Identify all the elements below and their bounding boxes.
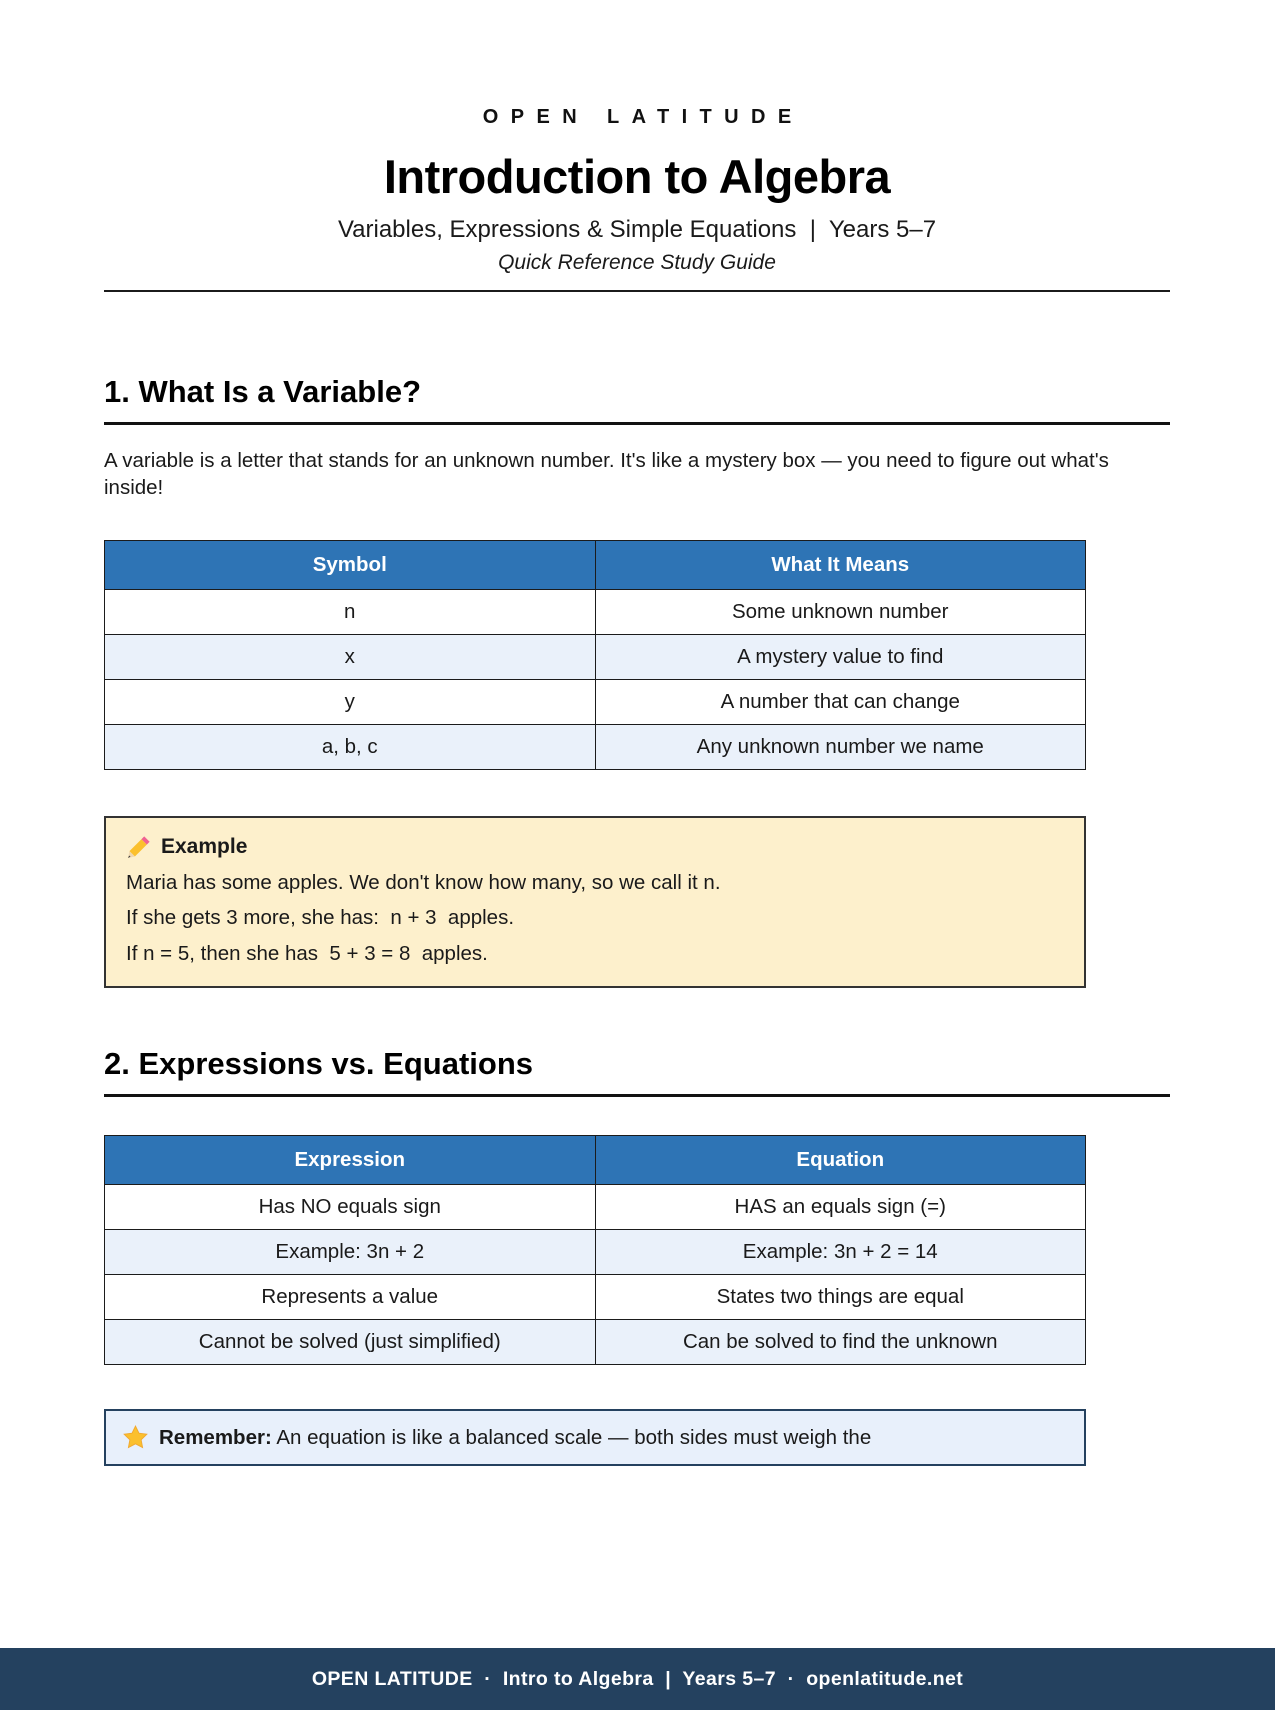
page-tagline: Quick Reference Study Guide	[498, 251, 776, 274]
table-row	[105, 679, 1086, 724]
example-lines	[126, 870, 1064, 967]
table-cell: Example: 3n + 2 = 14	[595, 1230, 1086, 1275]
footer-text: OPEN LATITUDE · Intro to Algebra | Years 5–7 · openlatitude.net	[311, 1667, 964, 1690]
page-subtitle: Variables, Expressions & Simple Equations | Years 5–7	[337, 216, 937, 243]
table-cell: n	[105, 589, 596, 634]
table-row	[105, 634, 1086, 679]
table-cell: Any unknown number we name	[595, 724, 1086, 769]
table-cell: Example: 3n + 2	[105, 1230, 596, 1275]
example-callout	[104, 816, 1086, 989]
brand-name: OPEN LATITUDE	[482, 106, 804, 128]
example-title: Example	[161, 834, 248, 858]
remember-callout	[104, 1409, 1086, 1466]
section-expressions-vs-equations	[104, 1046, 1170, 1466]
expressions-table-header	[105, 1136, 1086, 1185]
expressions-equations-table	[104, 1135, 1086, 1365]
table-row	[105, 589, 1086, 634]
table-cell: Some unknown number	[595, 589, 1086, 634]
section-2-heading: 2. Expressions vs. Equations	[104, 1046, 533, 1082]
table-cell: States two things are equal	[595, 1275, 1086, 1320]
table-header-row	[105, 540, 1086, 589]
table-header-row	[105, 1136, 1086, 1185]
example-line: If she gets 3 more, she has: n + 3 apples.	[126, 906, 515, 930]
star-icon	[122, 1424, 149, 1451]
section-what-is-a-variable	[104, 374, 1170, 988]
table-cell: Represents a value	[105, 1275, 596, 1320]
column-header-equation: Equation	[595, 1136, 1086, 1185]
table-cell: HAS an equals sign (=)	[595, 1185, 1086, 1230]
table-row	[105, 1275, 1086, 1320]
expressions-table-body	[105, 1185, 1086, 1365]
table-cell: Has NO equals sign	[105, 1185, 596, 1230]
variables-table	[104, 540, 1086, 770]
variables-table-header	[105, 540, 1086, 589]
example-title-row	[126, 834, 1064, 860]
table-cell: A mystery value to find	[595, 634, 1086, 679]
section-1-divider	[104, 422, 1170, 425]
header-divider	[104, 290, 1170, 292]
example-line: Maria has some apples. We don't know how many, so we call it n.	[126, 870, 721, 894]
column-header-symbol: Symbol	[105, 540, 596, 589]
example-line: If n = 5, then she has 5 + 3 = 8 apples.	[126, 941, 488, 965]
table-cell: Cannot be solved (just simplified)	[105, 1320, 596, 1365]
table-cell: a, b, c	[105, 724, 596, 769]
remember-body: An equation is like a balanced scale — both sides must weigh the	[276, 1425, 872, 1449]
section-2-divider	[104, 1094, 1170, 1097]
footer-bar	[0, 1648, 1275, 1710]
table-cell: x	[105, 634, 596, 679]
table-row	[105, 1320, 1086, 1365]
table-cell: A number that can change	[595, 679, 1086, 724]
remember-label: Remember:	[159, 1425, 272, 1449]
table-row	[105, 1185, 1086, 1230]
remember-text	[159, 1426, 871, 1450]
section-1-heading: 1. What Is a Variable?	[104, 374, 422, 409]
table-row	[105, 1230, 1086, 1275]
column-header-meaning: What It Means	[595, 540, 1086, 589]
document-header	[104, 106, 1170, 292]
pencil-icon	[126, 834, 152, 860]
table-cell: Can be solved to find the unknown	[595, 1320, 1086, 1365]
table-row	[105, 724, 1086, 769]
page-title: Introduction to Algebra	[383, 150, 891, 203]
column-header-expression: Expression	[105, 1136, 596, 1185]
table-cell: y	[105, 679, 596, 724]
section-1-paragraph: A variable is a letter that stands for an unknown number. It's like a mystery box — you need to figure out what's inside!	[104, 449, 1109, 500]
variables-table-body	[105, 589, 1086, 769]
